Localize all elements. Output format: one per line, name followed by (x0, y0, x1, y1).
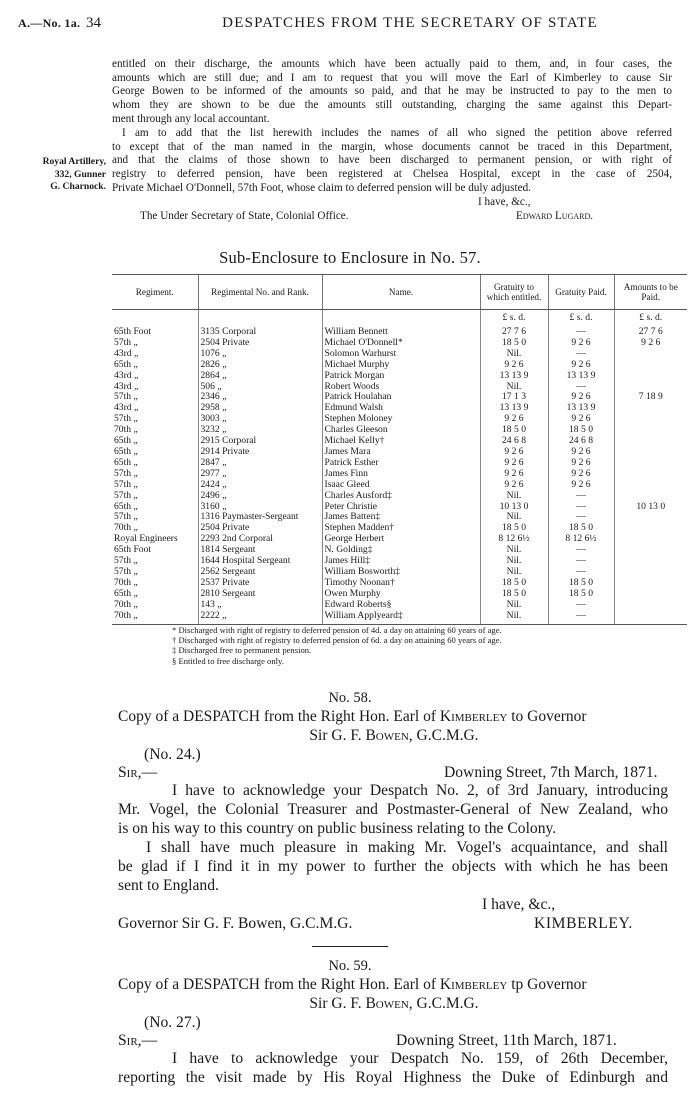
cell-name: Patrick Esther (322, 458, 480, 469)
cell-gratuity-paid: 9 2 6 (548, 392, 614, 403)
table-row (112, 589, 687, 600)
cell-gratuity-entitled: 18 5 0 (480, 578, 548, 589)
heading-text: Copy of a DESPATCH from the Right Hon. Earl of (118, 976, 440, 993)
cell-number-rank: 2222 „ (198, 611, 322, 625)
cell-number-rank: 2977 „ (198, 469, 322, 480)
cell-name: Edward Roberts§ (322, 600, 480, 611)
col-header-gratuity-entitled: Gratuity to which entitled. (480, 275, 548, 310)
cell-gratuity-paid: 9 2 6 (548, 447, 614, 458)
cell-gratuity-entitled: 17 1 3 (480, 392, 548, 403)
cell-gratuity-paid: 9 2 6 (548, 414, 614, 425)
cell-number-rank: 2847 „ (198, 458, 322, 469)
cell-amount-to-be-paid: 27 7 6 (614, 327, 687, 338)
cell-name: James Batten‡ (322, 512, 480, 523)
cell-regiment: 65th „ (114, 359, 138, 370)
table-body (112, 310, 687, 625)
cell-amount-to-be-paid (614, 349, 687, 360)
heading-text: Sir G. F. (309, 994, 366, 1012)
cell-regiment: 70th „ (112, 611, 198, 625)
despatch-58-reference: (No. 24.) (144, 746, 201, 763)
despatch-58-closing: I have, &c., (482, 896, 556, 913)
despatch-58-addressee: Governor Sir G. F. Bowen, G.C.M.G. (118, 915, 353, 932)
table-header-row (112, 275, 687, 310)
cell-gratuity-entitled: Nil. (480, 382, 548, 393)
table-row (112, 360, 687, 371)
table-row (112, 534, 687, 545)
cell-name: Edmund Walsh (322, 403, 480, 414)
cell-name: George Herbert (322, 534, 480, 545)
text-line: ment through any local accountant. (112, 112, 270, 125)
cell-name: Charles Ausford‡ (322, 491, 480, 502)
despatch-59-heading (118, 976, 670, 1013)
cell-number-rank: 3232 „ (198, 425, 322, 436)
table-row (112, 611, 687, 625)
sub-enclosure-title: Sub-Enclosure to Enclosure in No. 57. (219, 248, 481, 267)
cell-regiment: 57th „ (114, 392, 138, 403)
cell-number-rank: 2915 Corporal (198, 436, 322, 447)
cell-name: Michael Murphy (322, 360, 480, 371)
cell-amount-to-be-paid: 10 13 0 (614, 502, 687, 513)
cell-regiment: 57th „ (114, 337, 138, 348)
cell-regiment: 57th „ (114, 479, 138, 490)
cell-name: N. Golding‡ (322, 545, 480, 556)
cell-name: Stephen Madden† (322, 523, 480, 534)
cell-gratuity-entitled: Nil. (480, 600, 548, 611)
cell-gratuity-entitled: 9 2 6 (480, 360, 548, 371)
document-number: A.—No. 1a. (18, 16, 81, 30)
table-row (112, 414, 687, 425)
running-head (18, 16, 682, 36)
page-number: 34 (86, 15, 101, 31)
table-row (112, 349, 687, 360)
cell-gratuity-entitled: 10 13 0 (480, 502, 548, 513)
cell-regiment: 70th „ (114, 523, 138, 534)
cell-gratuity-entitled: 9 2 6 (480, 458, 548, 469)
cell-regiment: 57th „ (114, 490, 138, 501)
footnote: ‡ Discharged free to permanent pension. (172, 645, 312, 656)
cell-regiment: 70th „ (114, 577, 138, 588)
cell-amount-to-be-paid (614, 403, 687, 414)
cell-amount-to-be-paid (614, 534, 687, 545)
body-line: is on his way to this country on public business relating to the Colony. (118, 820, 557, 837)
cell-regiment: Royal Engineers (114, 534, 178, 545)
intro-closing: I have, &c., (478, 196, 531, 208)
table-row (112, 502, 687, 513)
cell-gratuity-paid: 18 5 0 (548, 578, 614, 589)
cell-name: William Bennett (322, 327, 480, 338)
cell-gratuity-entitled: 9 2 6 (480, 414, 548, 425)
col-header-amounts-to-be-paid: Amounts to be Paid. (614, 275, 687, 310)
table-row (112, 523, 687, 534)
cell-number-rank: 2293 2nd Corporal (198, 534, 322, 545)
heading-text: Sir G. F. (309, 726, 366, 744)
cell-gratuity-paid: 9 2 6 (548, 458, 614, 469)
col-header-number-rank: Regimental No. and Rank. (198, 275, 322, 310)
cell-regiment: 43rd „ (114, 403, 139, 414)
cell-name: Patrick Morgan (322, 371, 480, 382)
cell-name: Isaac Gleed (322, 480, 480, 491)
cell-number-rank: 2346 „ (198, 392, 322, 403)
cell-gratuity-paid: — (548, 502, 614, 513)
despatch-59-reference: (No. 27.) (144, 1014, 201, 1031)
cell-regiment: 65th „ (114, 588, 138, 599)
cell-gratuity-entitled: 13 13 9 (480, 403, 548, 414)
text-line: I am to add that the list herewith includes the names of all who signed the petition above referred (122, 127, 672, 139)
cell-number-rank: 2826 „ (198, 360, 322, 371)
cell-gratuity-paid: — (548, 327, 614, 338)
cell-name: Robert Woods (322, 382, 480, 393)
heading-text: tp Governor (507, 976, 587, 993)
cell-name: Solomon Warhurst (322, 349, 480, 360)
cell-regiment: 70th „ (114, 425, 138, 436)
cell-gratuity-entitled: Nil. (480, 545, 548, 556)
cell-name: Patrick Houlahan (322, 392, 480, 403)
cell-gratuity-paid: 9 2 6 (548, 360, 614, 371)
cell-regiment: 57th „ (114, 566, 138, 577)
cell-gratuity-paid: — (548, 491, 614, 502)
table-row (112, 371, 687, 382)
cell-regiment: 65th „ (114, 446, 138, 457)
cell-amount-to-be-paid (614, 480, 687, 491)
cell-gratuity-entitled: Nil. (480, 611, 548, 625)
table-row (112, 403, 687, 414)
cell-name: Michael Kelly† (322, 436, 480, 447)
margin-note-line: Royal Artillery, (42, 156, 106, 167)
footnote: * Discharged with right of registry to deferred pension of 4d. a day on attaining 60 years of age. (172, 625, 502, 635)
cell-gratuity-entitled: 24 6 8 (480, 436, 548, 447)
cell-number-rank: 3135 Corporal (198, 327, 322, 338)
text-line: amounts which are still due; and I am to request that you will move the Earl of Kimberley to cause Sir (112, 71, 672, 84)
cell-gratuity-paid: 13 13 9 (548, 403, 614, 414)
text-line: George Bowen to be informed of the amounts so paid, and that he may be instructed to pay to the men to (112, 85, 672, 98)
table-row (112, 578, 687, 589)
cell-gratuity-paid: — (548, 611, 614, 625)
table-row (112, 436, 687, 447)
cell-amount-to-be-paid (614, 371, 687, 382)
cell-name: Owen Murphy (322, 589, 480, 600)
cell-amount-to-be-paid (614, 600, 687, 611)
gratuity-table (112, 274, 687, 625)
cell-name: James Finn (322, 469, 480, 480)
cell-regiment: 57th „ (114, 512, 138, 523)
cell-gratuity-entitled: 9 2 6 (480, 480, 548, 491)
despatch-59-number: No. 59. (328, 958, 372, 974)
cell-name: William Bosworth‡ (322, 567, 480, 578)
cell-number-rank: 2958 „ (198, 403, 322, 414)
intro-paragraph-2 (112, 127, 672, 195)
table-row (112, 545, 687, 556)
table-row (112, 327, 687, 338)
footnotes (172, 625, 502, 666)
intro-signature: Edward Lugard. (516, 210, 594, 222)
cell-gratuity-paid: — (548, 556, 614, 567)
cell-name: James Mara (322, 447, 480, 458)
despatch-58-place-date: Downing Street, 7th March, 1871. (444, 764, 658, 781)
cell-regiment: 43rd „ (114, 370, 139, 381)
footnote: § Entitled to free discharge only. (172, 655, 284, 666)
footnote: † Discharged with right of registry to deferred pension of 6d. a day on attaining 60 years of age. (172, 635, 502, 646)
heading-name: Kimberley (439, 708, 508, 725)
cell-number-rank: 2562 Sergeant (198, 567, 322, 578)
cell-gratuity-paid: 24 6 8 (548, 436, 614, 447)
cell-gratuity-paid: — (548, 382, 614, 393)
cell-number-rank: 2504 Private (198, 338, 322, 349)
cell-amount-to-be-paid (614, 611, 687, 625)
cell-gratuity-entitled: 18 5 0 (480, 523, 548, 534)
table-row (112, 469, 687, 480)
heading-text: , G.C.M.G. (408, 994, 479, 1012)
cell-gratuity-paid: — (548, 600, 614, 611)
table-row (112, 556, 687, 567)
cell-amount-to-be-paid (614, 545, 687, 556)
cell-gratuity-entitled: Nil. (480, 556, 548, 567)
heading-name: Bowen (365, 726, 409, 744)
cell-regiment: 65th „ (114, 501, 138, 512)
cell-number-rank: 2914 Private (198, 447, 322, 458)
cell-name: James Hill‡ (322, 556, 480, 567)
table-row (112, 458, 687, 469)
cell-number-rank: 2496 „ (198, 491, 322, 502)
table-row (112, 600, 687, 611)
intro-addressee: The Under Secretary of State, Colonial Office. (140, 210, 349, 222)
cell-amount-to-be-paid (614, 447, 687, 458)
heading-text: Copy of a DESPATCH from the Right Hon. Earl of (118, 708, 440, 725)
section-divider (312, 946, 388, 947)
despatch-58-signature: KIMBERLEY. (534, 915, 633, 932)
units-label: £ s. d. (614, 310, 687, 328)
cell-amount-to-be-paid (614, 491, 687, 502)
cell-name: Stephen Moloney (322, 414, 480, 425)
body-line: reporting the visit made by His Royal Highness the Duke of Edinburgh and (118, 1069, 668, 1086)
cell-gratuity-entitled: 18 5 0 (480, 425, 548, 436)
cell-number-rank: 143 „ (198, 600, 322, 611)
cell-number-rank: 2504 Private (198, 523, 322, 534)
cell-gratuity-entitled: Nil. (480, 512, 548, 523)
cell-amount-to-be-paid (614, 458, 687, 469)
despatch-58-number: No. 58. (328, 690, 372, 706)
table-row (112, 480, 687, 491)
col-header-regiment: Regiment. (112, 275, 198, 310)
cell-number-rank: 2424 „ (198, 480, 322, 491)
cell-gratuity-paid: — (548, 567, 614, 578)
cell-name: Timothy Noonan† (322, 578, 480, 589)
body-line: I have to acknowledge your Despatch No. 159, of 26th December, (172, 1050, 668, 1067)
cell-number-rank: 1316 Paymaster-Sergeant (198, 512, 322, 523)
cell-gratuity-paid: 18 5 0 (548, 425, 614, 436)
cell-regiment: 70th „ (114, 599, 138, 610)
cell-number-rank: 2864 „ (198, 371, 322, 382)
margin-note (14, 156, 106, 194)
body-line: Mr. Vogel, the Colonial Treasurer and Postmaster-General of New Zealand, who (118, 801, 668, 818)
table-row (112, 425, 687, 436)
body-line: be glad if I find it in my power to further the objects with which he has been (118, 858, 668, 875)
text-line: Private Michael O'Donnell, 57th Foot, whose claim to deferred pension will be duly adjusted. (112, 181, 531, 194)
cell-amount-to-be-paid (614, 414, 687, 425)
cell-regiment: 43rd „ (114, 348, 139, 359)
cell-amount-to-be-paid: 7 18 9 (614, 392, 687, 403)
cell-name: Charles Gleeson (322, 425, 480, 436)
body-line: I have to acknowledge your Despatch No. 2, of 3rd January, introducing (172, 782, 668, 799)
cell-amount-to-be-paid (614, 512, 687, 523)
cell-regiment: 43rd „ (114, 381, 139, 392)
cell-amount-to-be-paid (614, 523, 687, 534)
text-line: to except that of the man named in the margin, whose documents cannot be traced in this Department, (112, 140, 672, 153)
cell-number-rank: 3160 „ (198, 502, 322, 513)
margin-note-line: 332, Gunner (54, 168, 106, 180)
text-line: entitled on their discharge, the amounts which have been actually paid to them, and, in four cases, the (112, 58, 672, 70)
cell-regiment: 57th „ (114, 556, 138, 567)
table-row (112, 447, 687, 458)
cell-number-rank: 2810 Sergeant (198, 589, 322, 600)
cell-amount-to-be-paid (614, 556, 687, 567)
cell-amount-to-be-paid (614, 589, 687, 600)
cell-gratuity-entitled: 18 5 0 (480, 589, 548, 600)
cell-gratuity-entitled: 9 2 6 (480, 469, 548, 480)
heading-name: Kimberley (439, 976, 508, 993)
cell-amount-to-be-paid: 9 2 6 (614, 338, 687, 349)
cell-name: Michael O'Donnell* (322, 338, 480, 349)
cell-gratuity-paid: 9 2 6 (548, 480, 614, 491)
text-line: whom they are shown to be due the amounts still outstanding, charging the same against this Depart- (112, 99, 672, 112)
col-header-name: Name. (322, 275, 480, 310)
table-row (112, 491, 687, 502)
units-label: £ s. d. (480, 310, 548, 328)
heading-text: , G.C.M.G. (408, 726, 479, 744)
cell-gratuity-entitled: Nil. (480, 491, 548, 502)
cell-number-rank: 1814 Sergeant (198, 545, 322, 556)
despatch-58-heading (118, 708, 670, 745)
cell-gratuity-paid: — (548, 545, 614, 556)
table-row (112, 382, 687, 393)
table-row (112, 338, 687, 349)
cell-amount-to-be-paid (614, 360, 687, 371)
table-row (112, 392, 687, 403)
cell-regiment: 65th „ (114, 457, 138, 468)
cell-gratuity-entitled: Nil. (480, 349, 548, 360)
cell-gratuity-paid: 8 12 6½ (548, 534, 614, 545)
cell-amount-to-be-paid (614, 436, 687, 447)
cell-name: William Applyeard‡ (322, 611, 480, 625)
despatch-59-salutation: Sir,— (118, 1032, 158, 1049)
despatch-59-place-date: Downing Street, 11th March, 1871. (396, 1032, 617, 1049)
cell-name: Peter Christie (322, 502, 480, 513)
cell-number-rank: 2537 Private (198, 578, 322, 589)
cell-amount-to-be-paid (614, 425, 687, 436)
cell-gratuity-entitled: 9 2 6 (480, 447, 548, 458)
table-row (112, 512, 687, 523)
cell-gratuity-entitled: 27 7 6 (480, 327, 548, 338)
cell-amount-to-be-paid (614, 469, 687, 480)
cell-gratuity-entitled: 13 13 9 (480, 371, 548, 382)
page-title: DESPATCHES FROM THE SECRETARY OF STATE (222, 15, 598, 31)
cell-gratuity-paid: 9 2 6 (548, 469, 614, 480)
margin-note-line: G. Charnock. (50, 181, 106, 193)
heading-name: Bowen (365, 994, 409, 1012)
cell-number-rank: 3003 „ (198, 414, 322, 425)
cell-regiment: 65th Foot (114, 545, 152, 556)
text-line: registry to deferred pension, have been registered at Chelsea Hospital, except in the case of 2504, (112, 168, 672, 181)
cell-number-rank: 1076 „ (198, 349, 322, 360)
cell-gratuity-paid: 18 5 0 (548, 523, 614, 534)
cell-number-rank: 1644 Hospital Sergeant (198, 556, 322, 567)
cell-gratuity-paid: 13 13 9 (548, 371, 614, 382)
body-line: sent to England. (118, 877, 219, 894)
cell-amount-to-be-paid (614, 578, 687, 589)
text-line: and that the claims of those shown to have been discharged to permanent pension, or with right of (112, 154, 672, 167)
cell-number-rank: 506 „ (198, 382, 322, 393)
cell-gratuity-paid: — (548, 349, 614, 360)
cell-gratuity-paid: 9 2 6 (548, 338, 614, 349)
table-row (112, 567, 687, 578)
col-header-gratuity-paid: Gratuity Paid. (548, 275, 614, 310)
units-label: £ s. d. (548, 310, 614, 328)
cell-gratuity-entitled: 18 5 0 (480, 338, 548, 349)
cell-regiment: 57th „ (114, 414, 138, 425)
body-line: I shall have much pleasure in making Mr. Vogel's acquaintance, and shall (146, 839, 668, 856)
cell-gratuity-entitled: 8 12 6½ (480, 534, 548, 545)
heading-text: to Governor (507, 708, 587, 725)
cell-amount-to-be-paid (614, 382, 687, 393)
units-row (112, 310, 687, 328)
cell-regiment: 65th Foot (114, 327, 152, 337)
despatch-58-salutation: Sir,— (118, 764, 158, 781)
cell-gratuity-paid: 18 5 0 (548, 589, 614, 600)
cell-gratuity-paid: — (548, 512, 614, 523)
intro-paragraph-1 (112, 58, 672, 126)
cell-regiment: 65th „ (114, 436, 138, 447)
cell-amount-to-be-paid (614, 567, 687, 578)
cell-regiment: 57th „ (114, 468, 138, 479)
cell-gratuity-entitled: Nil. (480, 567, 548, 578)
